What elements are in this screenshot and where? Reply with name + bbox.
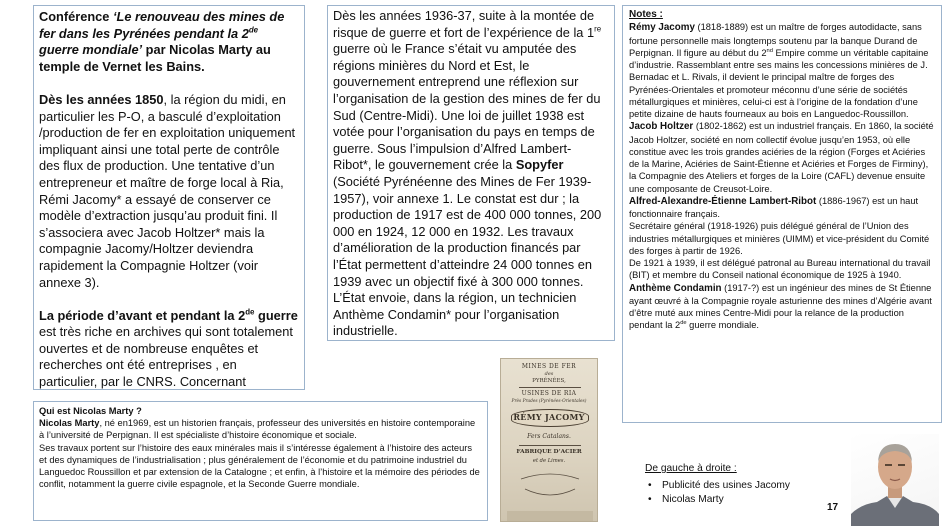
poster-line-1: MINES DE FER: [521, 363, 577, 370]
caption-list: [645, 479, 805, 508]
notes-box: [622, 5, 942, 423]
poster-line-6: RÉMY JACOMY: [513, 412, 585, 422]
note-lambert-ribot-secretaire: Secrétaire général (1918-1926) puis délégué général de l’Union des industries métallurgiques et minières (UIMM) et vice-président du Comité des forges à partir de 1926.: [629, 221, 930, 256]
caption-item: • Publicité des usines Jacomy: [645, 479, 805, 494]
page-number: 17: [827, 502, 839, 513]
note-holtzer: Jacob Holtzer (1802-1862) est un industriel français. En 1860, la société Jacob Holtzer, société en nom collectif évolue jusqu’en 1953, où elle constitue avec les trois grandes aciéries de la région (Forges et Aciéries de la Marine, Aciéries de Saint-Étienne et Aciéries et Forges de Firminy), la Compagnie des Ateliers et forges de la Loire (CAFL) devenue ensuite une composante de Creusot-Loire.: [629, 121, 934, 194]
poster-line-7: Fers Catalans.: [527, 433, 571, 440]
poster-line-5: Près Prades (Pyrénées-Orientales): [511, 399, 587, 404]
bio-intro: Nicolas Marty, né en1969, est un historien français, professeur des universités en histoire contemporaine à l’université de Perpignan. Il est spécialiste d’histoire économique et sociale.: [39, 418, 476, 441]
note-lambert-ribot: Alfred-Alexandre-Étienne Lambert-Ribot (1886-1967) est un haut fonctionnaire français.: [629, 195, 919, 219]
poster-line-8: FABRIQUE D’ACIER: [516, 449, 582, 455]
note-jacomy: Rémy Jacomy (1818-1889) est un maître de forges autodidacte, sans fortune personnelle mais longtemps soutenu par la banque Durand de Perpignan. Il figure au début du 2nd Empire comme un véritable capitaine d’industrie. Rassemblant entre ses mains les concessions minières de J. Bernadac et L. Rivals, il devient le principal maître de forges des Pyrénées-Orientales et promoteur méconnu d’une série de sociétés métallurgiques et minières, celui-ci est à l’origine de la fondation d’une petite dizaine de hauts fourneaux au bois en Languedoc-Roussillon.: [629, 22, 929, 119]
poster-line-2: des: [544, 371, 554, 377]
continued-marker: [333, 340, 608, 341]
poster-line-3: PYRÉNÉES,: [532, 378, 566, 384]
bio-box: [33, 401, 488, 521]
conference-title: Conférence ‘Le renouveau des mines de fer dans les Pyrénées pendant la 2de guerre mondiale’ par Nicolas Marty au temple de Vernet les Bains.: [39, 9, 285, 74]
paragraph-1850: Dès les années 1850, la région du midi, en particulier les P-O, a basculé d’exploitation /production de fer en exploitation uniquement impliquant ainsi une total perte de contrôle des flux de production. Une tentative d’un entrepreneur et maître de forge local à Ria, Rémi Jacomy* a essayé de conserver ce modèle d’extraction jusqu’au produit fini. Il s’associera avec Jacob Holtzer* mais la compagnie Jacomy/Holtzer deviendra rapidement la Compagnie Holtzer (voir annexe 3).: [39, 91, 296, 290]
bio-research: Ses travaux portent sur l’histoire des eaux minérales mais il s’intéresse également à l’histoire des acteurs et des dynamiques de l’industrialisation ; plus généralement de l’économie et du patrimoine industriel du Languedoc Roussillon et par extension de la Catalogne ; et enfin, à l’histoire et la mémoire des périodes de conflit, notamment la guerre civile espagnole, et la Seconde Guerre mondiale.: [39, 442, 480, 490]
caption-item: • Nicolas Marty: [645, 493, 805, 508]
bio-heading: Qui est Nicolas Marty ?: [39, 406, 142, 416]
nicolas-marty-portrait-image: [851, 434, 939, 526]
image-caption: [645, 462, 805, 508]
note-lambert-ribot-bit: De 1921 à 1939, il est délégué patronal au Bureau international du travail (BIT) et membre du Conseil national économique de 1925 à 1940.: [629, 258, 931, 281]
poster-line-9: et de Limes.: [532, 458, 566, 464]
jacomy-advertisement-image: [500, 358, 598, 522]
sopyfer-box: [327, 5, 615, 341]
poster-rule: [519, 387, 581, 388]
paragraph-1936: Dès les années 1936-37, suite à la montée de risque de guerre et fort de l’expérience de la 1re guerre où le France s’était vu amputée des régions minières du Nord et Est, le gouvernement entreprend une réflexion sur l’organisation de la gestion des mines de fer du Sud (Centre-Midi). Une loi de juillet 1938 est votée pour l’organisation du pays en temps de guerre. Sous l’impulsion d’Alfred Lambert-Ribot*, le gouvernement crée la Sopyfer (Société Pyrénéenne des Mines de Fer 1939-1957), voir annexe 1. Le constat est dur ; la production de 1917 est de 400 000 tonnes, 200 000 en 1924, 12 000 en 1932. Les travaux d’amélioration de la production financés par l’État permettent d’atteindre 24 000 tonnes en 1939 avec un objectif fixé à 300 000 tonnes.: [333, 8, 602, 289]
poster-rule-2: [519, 445, 581, 446]
poster-ornament-icon: [501, 467, 598, 522]
poster-line-4: USINES DE RIA: [521, 390, 577, 397]
paragraph-technicien: L’État envoie, dans la région, un technicien Anthème Condamin* pour l’organisation industrielle.: [333, 290, 577, 339]
conference-box: [33, 5, 305, 390]
notes-heading: Notes :: [629, 9, 663, 20]
note-condamin: Anthème Condamin (1917-?) est un ingénieur des mines de St Étienne ayant œuvré à la Compagnie royale asturienne des mines d’Algérie avant d’être muté aux mines Centre-Midi pour la relance de la production pendant la 2de guerre mondiale.: [629, 282, 932, 331]
paragraph-archives: La période d’avant et pendant la 2de guerre est très riche en archives qui sont totalement ouvertes et de nombreuse enquêtes et recherches ont été entreprises , en particulier, par le CNRS. Concernant: [39, 307, 298, 390]
caption-heading: De gauche à droite :: [645, 463, 737, 474]
